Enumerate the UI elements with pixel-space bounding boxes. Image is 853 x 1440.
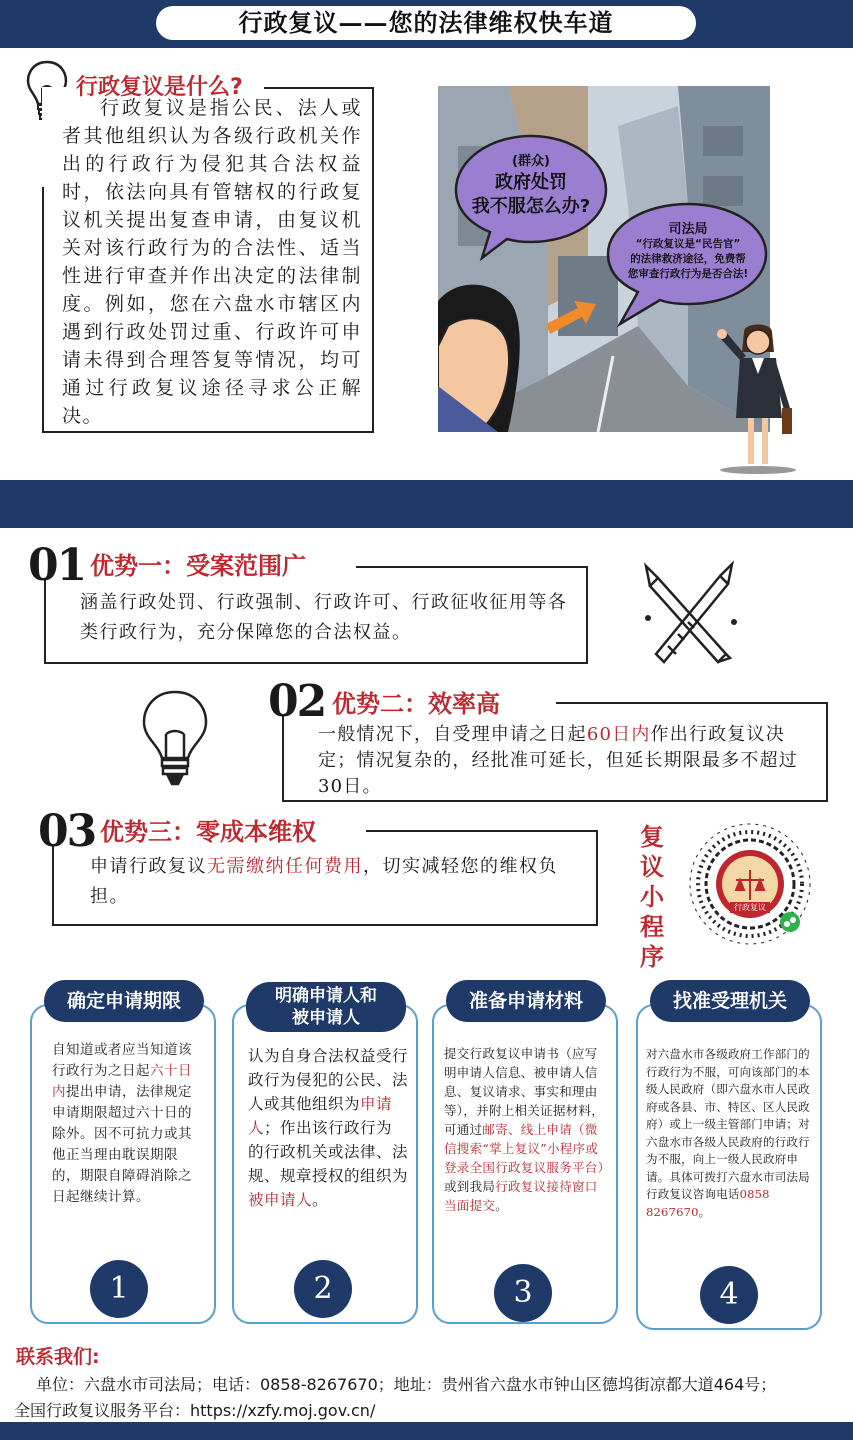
step-3-head: 准备申请材料: [446, 980, 606, 1022]
mini-program-badge: 行政复议: [730, 902, 770, 913]
official-woman-figure: [710, 318, 810, 474]
advantage-1-number: 01: [28, 540, 86, 591]
contact-title: 联系我们:: [16, 1346, 100, 1368]
deadline-highlight: 60日内: [586, 724, 651, 745]
step-2-text: 认为自身合法权益受行政行为侵犯的公民、法人或其他组织为申请人；作出该行政行为的行政机关或法律、法规、规章授权的组织为被申请人。: [248, 1047, 409, 1209]
mini-program-code[interactable]: [686, 820, 814, 948]
step-4-head: 找准受理机关: [650, 980, 810, 1022]
citizen-speech-text: (群众) 政府处罚 我不服怎么办?: [471, 154, 591, 217]
step-2-badge: 2: [294, 1260, 352, 1318]
footer-bar: [0, 1422, 853, 1440]
step-2-head: 明确申请人和 被申请人: [246, 982, 406, 1032]
free-highlight: 无需缴纳任何费用: [207, 856, 363, 877]
contact-unit-line: 单位：六盘水市司法局；电话：0858-8267670；地址：贵州省六盘水市钟山区德坞街凉都大道464号；: [36, 1375, 777, 1394]
mini-program-label: 复议小程序: [640, 823, 664, 971]
step-4-badge: 4: [700, 1266, 758, 1324]
step-3-badge: 3: [494, 1264, 552, 1322]
justice-bureau-speech-text: 司法局 “行政复议是“民告官” 的法律救济途径，免费帮 您审查行政行为是否合法!: [627, 222, 749, 280]
lightbulb-outline-icon: [140, 688, 210, 788]
crossed-pencils-icon: [638, 558, 740, 672]
advantage-3-number: 03: [38, 806, 96, 857]
step-1-badge: 1: [90, 1260, 148, 1318]
step-3-text: 提交行政复议申请书（应写明申请人信息、被申请人信息、复议请求、事实和理由等），并附上相关证据材料，可通过邮寄、线上申请（微信搜索“掌上复议”小程序或登录全国行政复议服务平台）或到我局行政复议接待窗口当面提交。: [444, 1046, 611, 1213]
advantage-1-title: 优势一：受案范围广: [90, 552, 306, 580]
intro-title-underline: [264, 87, 374, 89]
advantage-2-number: 02: [268, 676, 326, 727]
contact-platform-link[interactable]: 全国行政复议服务平台：https://xzfy.moj.gov.cn/: [14, 1401, 376, 1420]
advantage-3-text: 申请行政复议无需缴纳任何费用，切实减轻您的维权负担。: [90, 856, 558, 907]
advantage-1-text: 涵盖行政处罚、行政强制、行政许可、行政征收征用等各类行政行为，充分保障您的合法权益。: [80, 592, 568, 643]
step-4-text: 对六盘水市各级政府工作部门的行政行为不服，可向该部门的本级人民政府（即六盘水市人民政府或各县、市、特区、区人民政府）或上一级主管部门申请；对六盘水市各级人民政府的行政行为不服，向上一级人民政府申请。具体可拨打六盘水市司法局行政复议咨询电话0858 8267670。: [646, 1047, 810, 1219]
section-divider-bar: [0, 480, 853, 528]
intro-body: 行政复议是指公民、法人或者其他组织认为各级行政机关作出的行政行为侵犯其合法权益时，依法向具有管辖权的行政复议机关提出复查申请，由复议机关对该行政行为的合法性、适当性进行审查并作出决定的法律制度。例如，您在六盘水市辖区内遇到行政处罚过重、行政许可申请未得到合理答复等情况，均可通过行政复议途径寻求公正解决。: [62, 97, 362, 427]
page-title: 行政复议——您的法律维权快车道: [156, 6, 696, 40]
step-1-text: 自知道或者应当知道该行政行为之日起六十日内提出申请，法律规定申请期限超过六十日的除外。因不可抗力或其他正当理由耽误期限的，期限自障碍消除之日起继续计算。: [52, 1042, 192, 1205]
step-1-head: 确定申请期限: [44, 980, 204, 1022]
advantage-2-text: 一般情况下，自受理申请之日起60日内作出行政复议决定；情况复杂的，经批准可延长，但延长期限最多不超过30日。: [318, 724, 798, 797]
intro-title: 行政复议是什么?: [76, 75, 243, 100]
advantage-3-title: 优势三：零成本维权: [100, 818, 316, 846]
hotline-number[interactable]: 0858 8267670: [646, 1187, 770, 1219]
advantage-2-title: 优势二：效率高: [332, 690, 500, 718]
